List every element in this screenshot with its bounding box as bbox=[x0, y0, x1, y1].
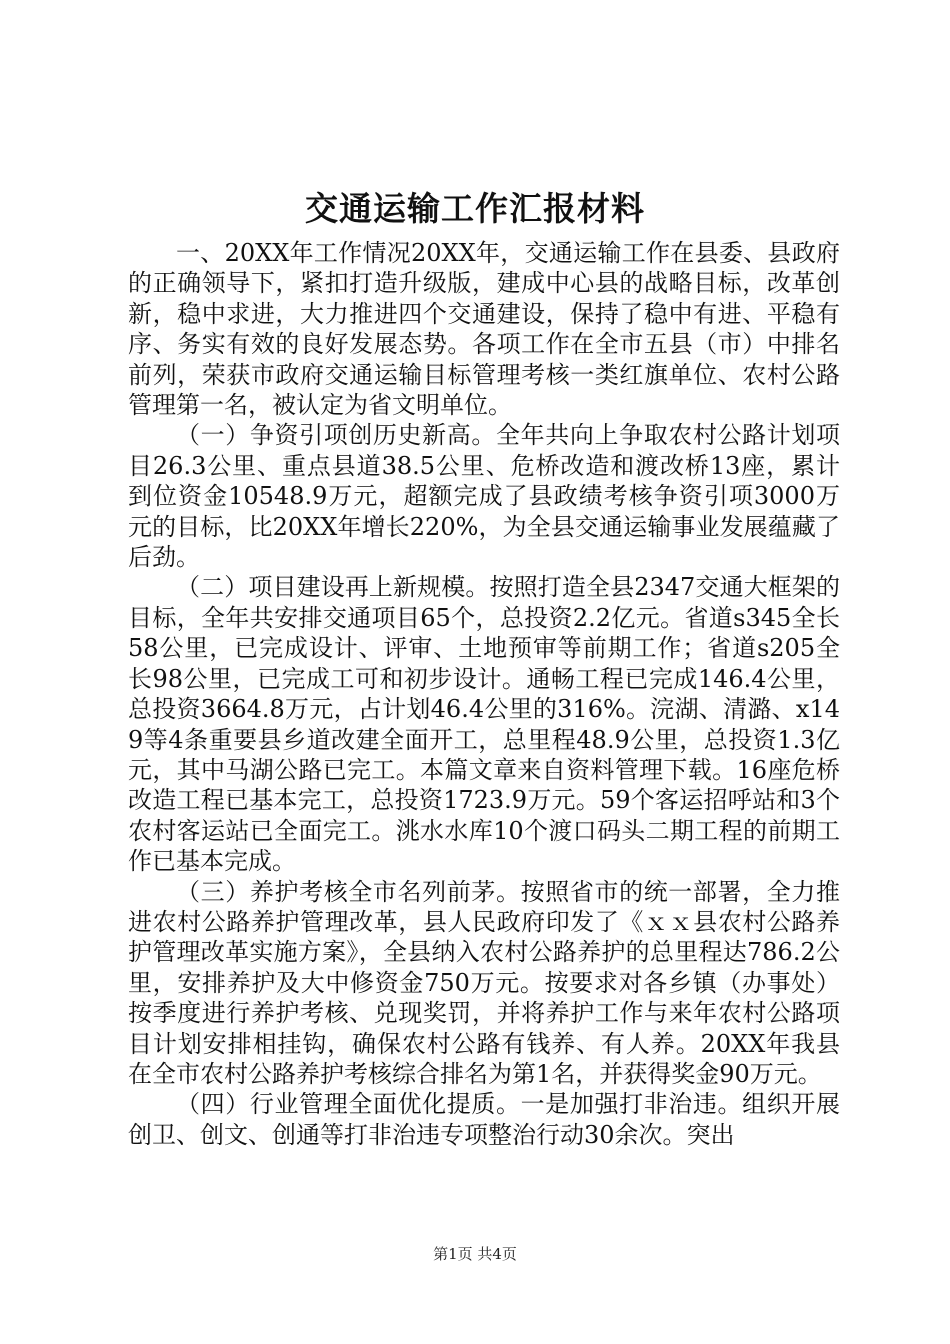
document-title: 交通运输工作汇报材料 bbox=[305, 189, 645, 228]
paragraph-management: （四）行业管理全面优化提质。一是加强打非治违。组织开展创卫、创文、创通等打非治违专项整治行动30余次。突出 bbox=[128, 1090, 840, 1149]
document-body bbox=[128, 238, 840, 1150]
paragraph-maintenance: （三）养护考核全市名列前茅。按照省市的统一部署，全力推进农村公路养护管理改革，县人民政府印发了《ｘｘ县农村公路养护管理改革实施方案》，全县纳入农村公路养护的总里程达786.2公里，安排养护及大中修资金750万元。按要求对各乡镇（办事处）按季度进行养护考核、兑现奖罚，并将养护工作与来年农村公路项目计划安排相挂钩，确保农村公路有钱养、有人养。20XX年我县在全市农村公路养护考核综合排名为第1名，并获得奖金90万元。 bbox=[128, 877, 840, 1088]
paragraph-funding: （一）争资引项创历史新高。全年共向上争取农村公路计划项目26.3公里、重点县道38.5公里、危桥改造和渡改桥13座，累计到位资金10548.9万元，超额完成了县政绩考核争资引项3000万元的目标，比20XX年增长220%，为全县交通运输事业发展蕴藏了后劲。 bbox=[128, 421, 840, 572]
page-footer: 第1页 共4页 bbox=[433, 1245, 517, 1263]
paragraph-projects: （二）项目建设再上新规模。按照打造全县2347交通大框架的目标，全年共安排交通项目65个，总投资2.2亿元。省道s345全长58公里，已完成设计、评审、土地预审等前期工作；省道s205全长98公里，已完成工可和初步设计。通畅工程已完成146.4公里，总投资3664.8万元，占计划46.4公里的316%。浣湖、清潞、x149等4条重要县乡道改建全面开工，总里程48.9公里，总投资1.3亿元，其中马湖公路已完工。本篇文章来自资料管理下载。16座危桥改造工程已基本完工，总投资1723.9万元。59个客运招呼站和3个农村客运站已全面完工。洮水水库10个渡口码头二期工程的前期工作已基本完成。 bbox=[128, 573, 840, 876]
paragraph-overview: 一、20XX年工作情况20XX年，交通运输工作在县委、县政府的正确领导下，紧扣打造升级版，建成中心县的战略目标，改革创新，稳中求进，大力推进四个交通建设，保持了稳中有进、平稳有序、务实有效的良好发展态势。各项工作在全市五县（市）中排名前列，荣获市政府交通运输目标管理考核一类红旗单位、农村公路管理第一名，被认定为省文明单位。 bbox=[128, 239, 840, 420]
